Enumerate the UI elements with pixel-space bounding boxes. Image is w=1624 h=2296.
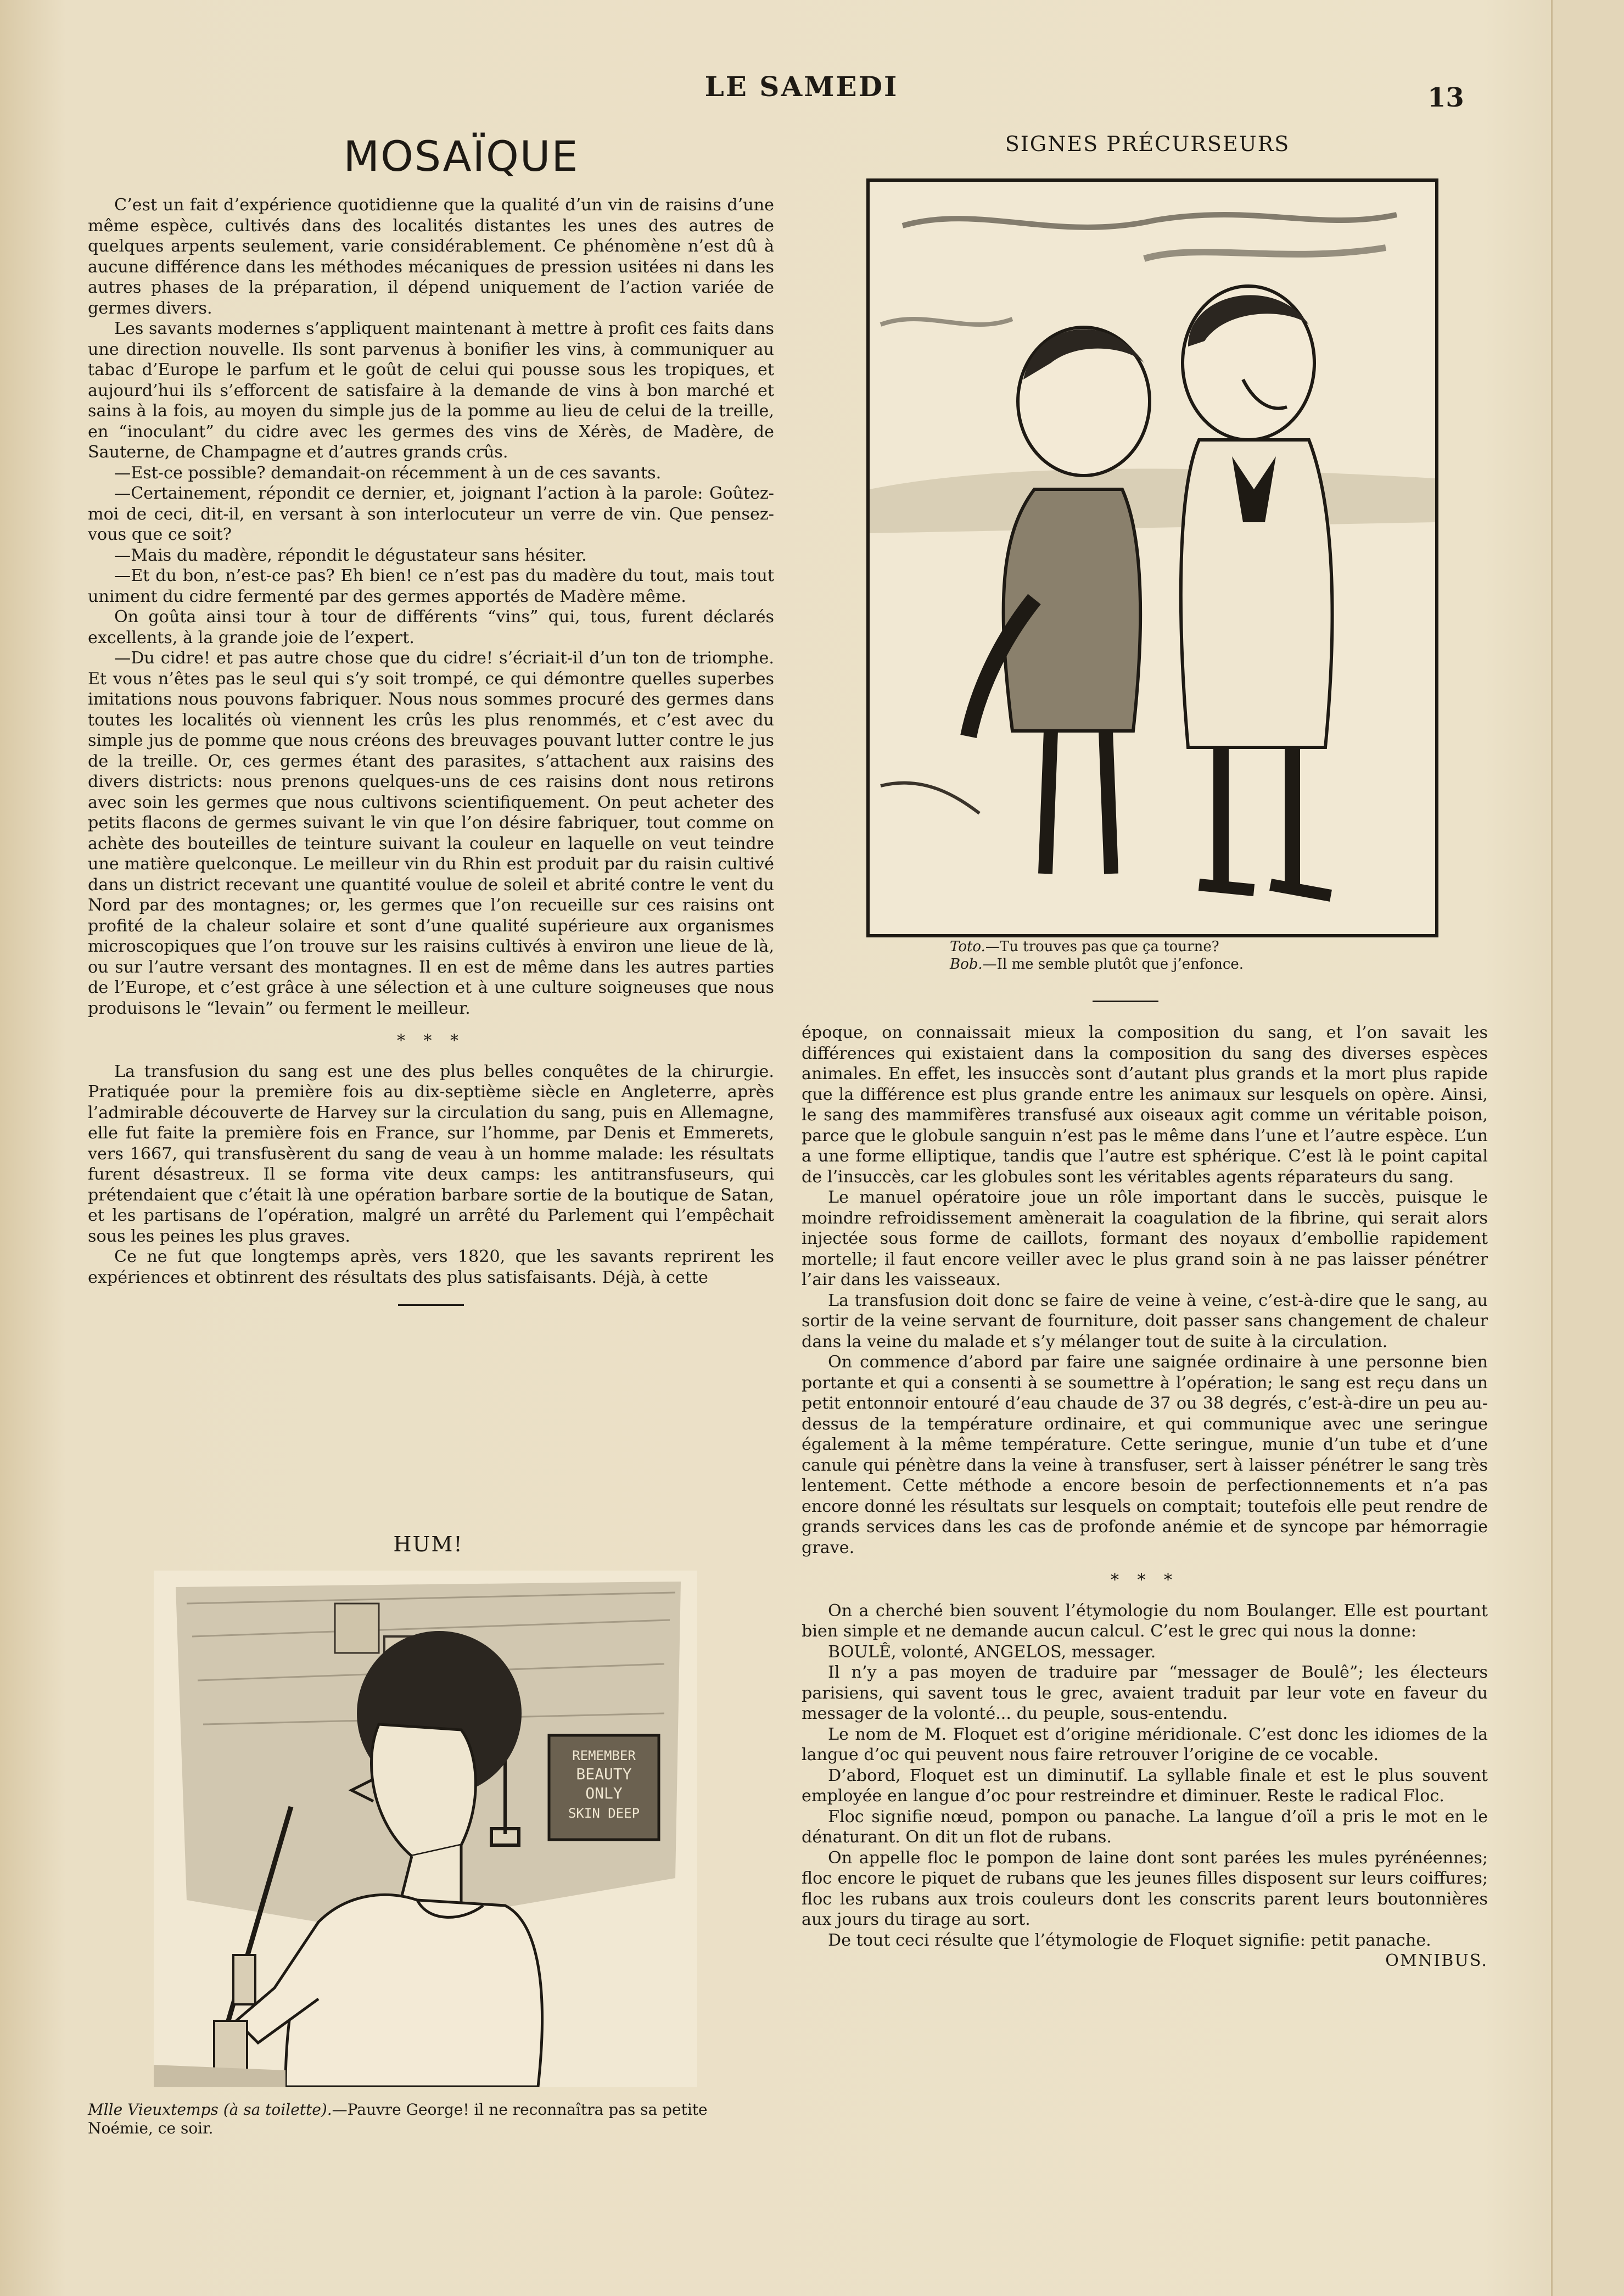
caption-speaker: Mlle Vieuxtemps (à sa toilette). [88,2101,332,2119]
page-number: 13 [1427,82,1464,113]
paragraph: C’est un fait d’expérience quotidienne que la qualité d’un vin de raisins d’une même espèce, cultivés dans des localités distantes les unes des autres de quelques arpents seulement, varie considérablement. Ce phénomène n’est dû à aucune différence dans les méthodes mécaniques de pression usitées ni dans les autres phases de la préparation, il dépend uniquement de l’action variée de germes divers. [88,195,774,318]
mirror-sign-line: REMEMBER [572,1748,636,1763]
divider-rule [1093,1001,1158,1002]
section-separator: * * * [1110,1571,1179,1590]
paragraph: Floc signifie nœud, pompon ou panache. La langue d’oïl a pris le mot en le dénaturant. On dit un flot de rubans. [802,1807,1488,1847]
adjacent-page-edge [1551,0,1624,2296]
paragraph: Le nom de M. Floquet est d’origine méridionale. C’est donc les idiomes de la langue d’oc qui peuvent nous faire retrouver l’origine de ce vocable. [802,1724,1488,1764]
two-boys-smoking-drawing [870,182,1435,934]
paragraph: époque, on connaissait mieux la composition du sang, et l’on savait les différences qui existaient dans la composition du sang des diverses espèces animales. En effet, les insuccès sont d’autant plus grands et la mort plus rapide que la différence est plus grande entre les animaux sur lesquels on opère. Ainsi, le sang des mammifères transfusé aux oiseaux agit comme un véritable poison, parce que le globule sanguin n’est pas le même dans l’une et l’autre espèce. L’un a une forme elliptique, tandis que l’autre est sphérique. C’est là le point capital de l’insuccès, car les globules sont les véritables agents réparateurs du sang. [802,1023,1488,1187]
paragraph: —Et du bon, n’est-ce pas? Eh bien! ce n’est pas du madère du tout, mais tout uniment du cidre fermenté par des germes apportés de Madère même. [88,566,774,606]
hum-heading: HUM! [393,1532,463,1556]
paragraph: BOULÊ, volonté, ANGELOS, messager. [828,1642,1156,1662]
woman-at-toilette-drawing [154,1571,697,2087]
caption-line [950,956,1444,973]
mirror-sign-line: SKIN DEEP [568,1806,640,1821]
right-column [802,1023,1488,1971]
divider-rule [398,1304,464,1306]
section-separator: * * * [396,1031,466,1051]
paragraph: On commence d’abord par faire une saignée ordinaire à une personne bien portante et qui a consenti à se soumettre à l’opération; le sang est reçu dans un petit entonnoir entouré d’eau chaude de 37 ou 38 degrés, c’est-à-dire un peu au-dessus de la température ordinaire, et qui communique avec une seringue également à la même température. Cette seringue, munie d’un tube et d’une canule qui pénètre dans la veine à transfuser, sert à laisser pénétrer le sang très lentement. Cette méthode a encore besoin de perfectionnements et n’a pas encore donné les résultats sur lesquels on comptait; toutefois elle peut rendre de grands services dans les cas de profonde anémie et de syncope par hémorragie grave. [802,1353,1488,1557]
mirror-sign-line: BEAUTY [576,1765,632,1783]
mirror-sign-line: ONLY [585,1784,623,1802]
paragraph: —Est-ce possible? demandait-on récemment à un de ces savants. [114,463,662,483]
paragraph: On goûta ainsi tour à tour de différents “vins” qui, tous, furent déclarés excellents, à la grande joie de l’expert. [88,607,774,647]
hum-caption [88,2101,769,2138]
left-column [88,195,774,1322]
paragraph: On a cherché bien souvent l’étymologie du nom Boulanger. Elle est pourtant bien simple et ne demande aucun calcul. C’est le grec qui nous la donne: [802,1601,1488,1641]
paragraph: Le manuel opératoire joue un rôle important dans le succès, puisque le moindre refroidissement amènerait la coagulation de la fibrine, qui serait alors injectée sous forme de caillots, formant des noyaux d’embollie rapidement mortelle; il faut encore veiller avec le plus grand soin à ne pas laisser pénétrer l’air dans les vaisseaux. [802,1188,1488,1289]
hum-illustration [154,1571,697,2087]
caption-speaker: Bob. [950,956,983,973]
signes-illustration [866,178,1438,937]
paragraph: —Mais du madère, répondit le dégustateur sans hésiter. [114,545,587,565]
caption-text: —Il me semble plutôt que j’enfonce. [982,956,1244,973]
paragraph: —Du cidre! et pas autre chose que du cidre! s’écriait-il d’un ton de triomphe. Et vous n’êtes pas le seul qui s’y soit trompé, ce qui démontre quelles superbes imitations nous pouvons fabriquer. Nous nous sommes procuré des germes dans toutes les localités où viennent les crûs les plus renommés, et c’est avec du simple jus de pomme que nous créons des breuvages pouvant lutter contre le jus de la treille. Or, ces germes étant des parasites, s’attachent aux raisins des divers districts: nous prenons quelques-uns de ces raisins dont nous retirons avec soin les germes que nous cultivons scientifiquement. On peut acheter des petits flacons de germes suivant le vin que l’on désire fabriquer, tout comme on achète des bouteilles de teinture suivant la couleur en laquelle on veut teindre une matière quelconque. Le meilleur vin du Rhin est produit par du raisin cultivé dans un district recevant une quantité voulue de soleil et abrité contre le vent du Nord par des montagnes; or, les germes que l’on recueille sur ces raisins ont profité de la chaleur solaire et sont d’une qualité supérieure aux organismes microscopiques que l’on trouve sur les raisins cultivés à environ une lieue de là, ou sur l’autre versant des montagnes. Il en est de même dans les autres parties de l’Europe, et c’est grâce à une sélection et à une culture soigneuses que nous produisons le “levain” ou ferment le meilleur. [88,649,774,1018]
caption-speaker: Toto. [950,938,985,955]
caption-text: —Pauvre George! il ne reconnaîtra pas sa petite Noémie, ce soir. [88,2101,708,2137]
paragraph: D’abord, Floquet est un diminutif. La syllable finale et est le plus souvent employée en langue d’oc pour restreindre et diminuer. Reste le radical Floc. [802,1766,1488,1806]
article-title: MOSAÏQUE [343,132,579,181]
paragraph: On appelle floc le pompon de laine dont sont parées les mules pyrénéennes; floc encore le piquet de rubans que les jeunes filles disposent sur leurs coiffures; floc les rubans aux trois couleurs dont les conscrits parent leurs boutonnières aux jours du tirage au sort. [802,1848,1488,1929]
paragraph: La transfusion du sang est une des plus belles conquêtes de la chirurgie. Pratiquée pour la première fois au dix-septième siècle en Angleterre, après l’admirable découverte de Harvey sur la circulation du sang, puis en Allemagne, elle fut faite la première fois en France, sur l’homme, par Denis et Emmerets, vers 1667, qui transfusèrent du sang de veau à un homme malade: les résultats furent désastreux. Il se forma vite deux camps: les antitransfuseurs, qui prétendaient que c’était là une opération barbare sortie de la boutique de Satan, et les partisans de l’opération, malgré un arrêté du Parlement qui l’empêchait sous les peines les plus graves. [88,1062,774,1246]
signes-heading: SIGNES PRÉCURSEURS [1005,132,1290,156]
paragraph: Il n’y a pas moyen de traduire par “messager de Boulê”; les électeurs parisiens, qui savent tous le grec, avaient traduit par leur vote en faveur du messager de la volonté... du peuple, sous-entendu. [802,1663,1488,1723]
signes-caption [950,938,1444,973]
paragraph: Ce ne fut que longtemps après, vers 1820, que les savants reprirent les expériences et obtinrent des résultats des plus satisfaisants. Déjà, à cette [88,1247,774,1287]
running-title: LE SAMEDI [704,70,899,103]
paragraph: La transfusion doit donc se faire de veine à veine, c’est-à-dire que le sang, au sortir de la veine servant de fourniture, doit passer sans changement de chaleur dans la veine du malade et s’y mélanger tout de suite à la circulation. [802,1291,1488,1351]
signature: OMNIBUS. [1385,1951,1488,1970]
caption-text: —Tu trouves pas que ça tourne? [985,938,1219,955]
paragraph: —Certainement, répondit ce dernier, et, joignant l’action à la parole: Goûtez-moi de ceci, dit-il, en versant à son interlocuteur un verre de vin. Que pensez-vous que ce soit? [88,484,774,544]
caption-line [950,938,1444,956]
paragraph: De tout ceci résulte que l’étymologie de Floquet signifie: petit panache. [828,1930,1431,1950]
paragraph: Les savants modernes s’appliquent maintenant à mettre à profit ces faits dans une direction nouvelle. Ils sont parvenus à bonifier les vins, à communiquer au tabac d’Europe le parfum et le goût de celui qui pousse sous les tropiques, et aujourd’hui ils s’efforcent de satisfaire à la demande de vins à bon marché et sains à la fois, au moyen du simple jus de la pomme au lieu de celui de la treille, en “inoculant” du cidre avec les germes des vins de Xérès, de Madère, de Sauterne, de Champagne et d’autres grands crûs. [88,319,774,462]
